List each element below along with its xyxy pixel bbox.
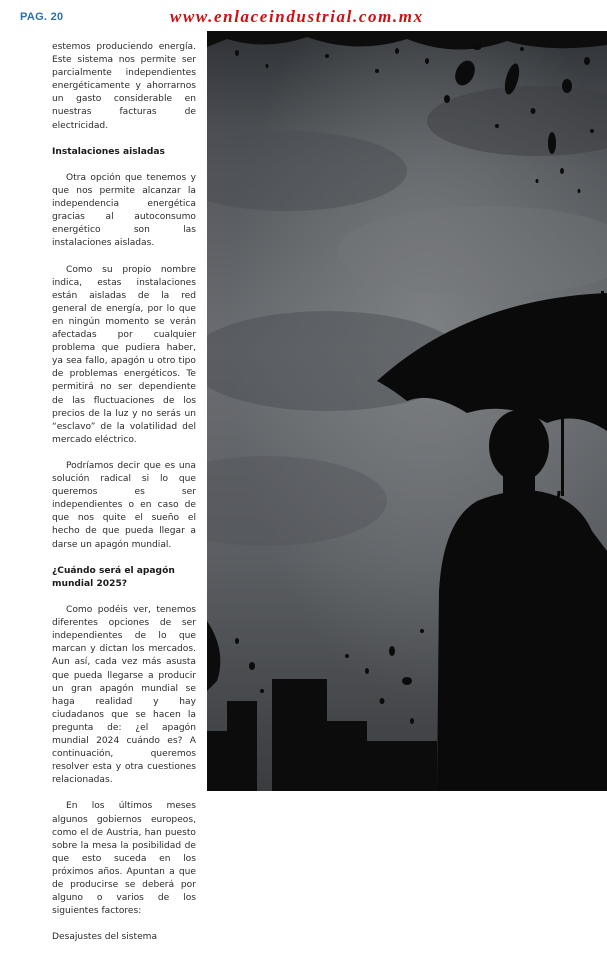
paragraph-intro: estemos produciendo energía. Este sistema nos permite ser parcialmente independientes energéticamente y ahorrarnos un gasto considerable en nuestras facturas de electricidad. xyxy=(52,42,196,131)
heading-apagon-mundial: ¿Cuándo será el apagón mundial 2025? xyxy=(52,565,175,589)
heading-instalaciones-aisladas: Instalaciones aisladas xyxy=(52,146,165,157)
paragraph-5: En los últimos meses algunos gobiernos europeos, como el de Austria, han puesto sobre la mesa la posibilidad de que esto suceda en los próximos años. Apuntan a que de producirse se deberá por alguno o varios de los siguientes factores: xyxy=(52,801,196,917)
storm-umbrella-photo xyxy=(207,31,607,791)
article-column xyxy=(52,41,196,958)
paragraph-1: Otra opción que tenemos y que nos permite alcanzar la independencia energética gracias al autoconsumo energético son las instalaciones aisladas. xyxy=(52,172,196,249)
paragraph-4: Como podéis ver, tenemos diferentes opciones de ser independientes de lo que marcan y dictan los mercados. Aun así, cada vez más asusta que pueda llegarse a producir un gran apagón mundial se haga realidad y hay ciudadanos que se hacen la pregunta de: ¿el apagón mundial 2024 cuándo es? A continuación, queremos resolver esta y otra cuestiones relacionadas. xyxy=(52,605,196,786)
page-number: PAG. 20 xyxy=(20,11,64,23)
paragraph-2: Como su propio nombre indica, estas instalaciones están aisladas de la red general de energía, por lo que en ningún momento se verán afectadas por cualquier problema que pudiera haber, ya sea fallo, apagón u otro tipo de problemas energéticos. Te permitirá no ser dependiente de las fluctuaciones de los precios de la luz y no serás un “esclavo” de la volatilidad del mercado eléctrico. xyxy=(52,264,196,445)
site-url[interactable]: www.enlaceindustrial.com.mx xyxy=(170,7,424,26)
paragraph-3: Podríamos decir que es una solución radical si lo que queremos es ser independientes o en caso de que nos quite el sueño el hecho de que pueda llegar a darse un apagón mundial. xyxy=(52,461,196,550)
subheading-desajustes: Desajustes del sistema xyxy=(52,932,158,943)
